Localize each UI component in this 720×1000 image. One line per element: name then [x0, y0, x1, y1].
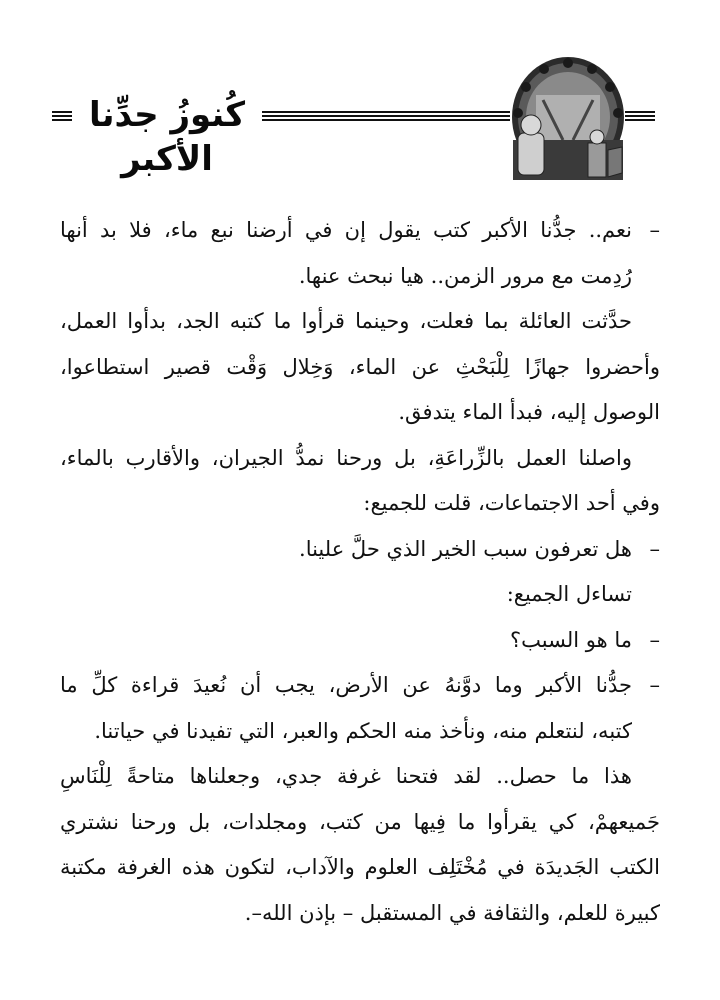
- text-line: [60, 754, 660, 800]
- text-line: [60, 345, 660, 391]
- line-text: جدُّنا الأكبر وما دوَّنهُ عن الأرض، يجب أن نُعيدَ قراءة كلِّ ما: [60, 673, 632, 697]
- text-line: [60, 254, 660, 300]
- line-text: رُدِمت مع مرور الزمن.. هيا نبحث عنها.: [298, 263, 632, 288]
- text-line: [60, 299, 660, 345]
- text-line: [60, 891, 660, 937]
- title-rule-middle: [262, 111, 510, 125]
- line-text: كتبه، لنتعلم منه، ونأخذ منه الحكم والعبر، التي تفيدنا في حياتنا.: [94, 718, 632, 743]
- line-text: الكتب الجَديدَة في مُخْتَلِف العلوم والآداب، لتكون هذه الغرفة مكتبة: [60, 855, 660, 879]
- line-text: ما هو السبب؟: [510, 627, 632, 652]
- dialogue-dash: –: [649, 627, 660, 652]
- line-text: الوصول إليه، فبدأ الماء يتدفق.: [398, 400, 660, 424]
- text-line: [60, 663, 660, 709]
- dialogue-dash: –: [649, 673, 660, 697]
- line-text: نعم.. جدُّنا الأكبر كتب يقول إن في أرضنا نبع ماء، فلا بد أنها: [60, 218, 632, 242]
- line-text: هل تعرفون سبب الخير الذي حلَّ علينا.: [299, 536, 632, 561]
- line-text: وأحضروا جهازًا لِلْبَحْثِ عن الماء، وَخِلال وَقْت قصير استطاعوا،: [60, 354, 660, 379]
- chapter-header: [0, 55, 720, 195]
- text-line: [60, 208, 660, 254]
- text-line: [60, 390, 660, 436]
- text-line: [60, 527, 660, 573]
- chapter-title: كُنوزُ جدِّنا الأكبر: [88, 95, 246, 179]
- dialogue-dash: –: [649, 218, 660, 242]
- text-line: [60, 572, 660, 618]
- line-text: جَميعهمْ، كي يقرأوا ما فِيها من كتب، ومجلدات، بل ورحنا نشتري: [60, 809, 660, 834]
- line-text: واصلنا العمل بالزِّراعَةِ، بل ورحنا نمدُّ الجيران، والأقارب بالماء،: [60, 445, 632, 470]
- line-text: كبيرة للعلم، والثقافة في المستقبل – بإذن الله–.: [244, 900, 660, 925]
- text-line: [60, 436, 660, 482]
- line-text: وفي أحد الاجتماعات، قلت للجميع:: [363, 491, 660, 515]
- chapter-illustration: [508, 55, 626, 185]
- title-rule-right: [625, 111, 655, 125]
- text-line: [60, 618, 660, 664]
- text-line: [60, 709, 660, 755]
- line-text: تساءل الجميع:: [506, 582, 632, 606]
- line-text: هذا ما حصل.. لقد فتحنا غرفة جدي، وجعلناها متاحةً لِلْنَاسِ: [60, 764, 632, 788]
- story-text: [60, 208, 660, 936]
- text-line: [60, 800, 660, 846]
- title-rule-left: [52, 111, 72, 125]
- text-line: [60, 481, 660, 527]
- dialogue-dash: –: [649, 536, 660, 561]
- text-line: [60, 845, 660, 891]
- line-text: حدَّثت العائلة بما فعلت، وحينما قرأوا ما كتبه الجد، بدأوا العمل،: [60, 309, 632, 333]
